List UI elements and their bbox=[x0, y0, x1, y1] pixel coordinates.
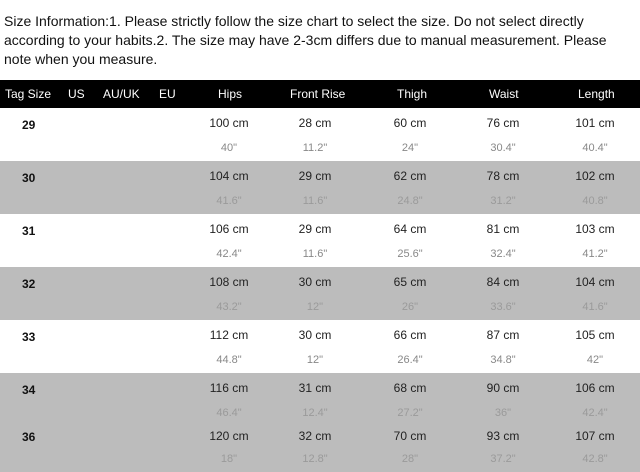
hips-cm-cell: 100 cm bbox=[209, 116, 249, 130]
hips-inch-cell: 18" bbox=[220, 453, 238, 465]
thigh-inch-cell: 26" bbox=[401, 301, 419, 313]
header-eu: EU bbox=[159, 87, 176, 101]
waist-cm-cell: 93 cm bbox=[486, 429, 520, 443]
front-rise-cm-cell: 29 cm bbox=[298, 222, 332, 236]
front-rise-inch-cell: 12" bbox=[306, 301, 324, 313]
front-rise-cm-cell: 29 cm bbox=[298, 169, 332, 183]
front-rise-inch-cell: 12.8" bbox=[302, 453, 328, 465]
length-inch-cell: 41.6" bbox=[582, 301, 608, 313]
hips-cm-cell: 120 cm bbox=[209, 429, 249, 443]
waist-inch-cell: 33.6" bbox=[490, 301, 516, 313]
hips-cm-cell: 108 cm bbox=[209, 275, 249, 289]
table-row bbox=[0, 426, 640, 472]
size-chart-table bbox=[0, 80, 640, 472]
header-front-rise: Front Rise bbox=[290, 87, 346, 101]
front-rise-inch-cell: 12.4" bbox=[302, 407, 328, 419]
front-rise-inch-cell: 11.2" bbox=[302, 142, 328, 154]
table-row bbox=[0, 214, 640, 267]
table-row bbox=[0, 161, 640, 214]
thigh-inch-cell: 26.4" bbox=[397, 354, 423, 366]
hips-inch-cell: 44.8" bbox=[216, 354, 242, 366]
table-header bbox=[0, 80, 640, 108]
header-au-uk: AU/UK bbox=[103, 87, 140, 101]
thigh-cm-cell: 62 cm bbox=[393, 169, 427, 183]
front-rise-cm-cell: 30 cm bbox=[298, 275, 332, 289]
hips-cm-cell: 104 cm bbox=[209, 169, 249, 183]
length-cm-cell: 105 cm bbox=[575, 328, 615, 342]
thigh-inch-cell: 27.2" bbox=[397, 407, 423, 419]
length-cm-cell: 107 cm bbox=[575, 429, 615, 443]
front-rise-inch-cell: 11.6" bbox=[302, 195, 328, 207]
waist-cm-cell: 84 cm bbox=[486, 275, 520, 289]
tag-size-cell: 36 bbox=[22, 430, 36, 444]
size-information-text: Size Information:1. Please strictly follow the size chart to select the size. Do not select directly according to your habits.2. The size may have 2-3cm differs due to manual measurement. Please note when you measure. bbox=[4, 13, 607, 67]
header-thigh: Thigh bbox=[397, 87, 428, 101]
thigh-cm-cell: 70 cm bbox=[393, 429, 427, 443]
thigh-cm-cell: 60 cm bbox=[393, 116, 427, 130]
table-row bbox=[0, 320, 640, 373]
hips-cm-cell: 112 cm bbox=[209, 328, 249, 342]
hips-inch-cell: 40" bbox=[220, 142, 238, 154]
front-rise-cm-cell: 30 cm bbox=[298, 328, 332, 342]
front-rise-cm-cell: 31 cm bbox=[298, 381, 332, 395]
length-inch-cell: 42.8" bbox=[582, 453, 608, 465]
front-rise-inch-cell: 12" bbox=[306, 354, 324, 366]
waist-cm-cell: 76 cm bbox=[486, 116, 520, 130]
front-rise-cm-cell: 28 cm bbox=[298, 116, 332, 130]
thigh-inch-cell: 25.6" bbox=[397, 248, 423, 260]
length-cm-cell: 101 cm bbox=[575, 116, 615, 130]
thigh-cm-cell: 65 cm bbox=[393, 275, 427, 289]
hips-cm-cell: 106 cm bbox=[209, 222, 249, 236]
length-cm-cell: 106 cm bbox=[575, 381, 615, 395]
hips-inch-cell: 42.4" bbox=[216, 248, 242, 260]
waist-inch-cell: 31.2" bbox=[490, 195, 516, 207]
front-rise-cm-cell: 32 cm bbox=[298, 429, 332, 443]
waist-cm-cell: 81 cm bbox=[486, 222, 520, 236]
length-inch-cell: 40.8" bbox=[582, 195, 608, 207]
thigh-cm-cell: 64 cm bbox=[393, 222, 427, 236]
thigh-cm-cell: 68 cm bbox=[393, 381, 427, 395]
length-cm-cell: 104 cm bbox=[575, 275, 615, 289]
hips-inch-cell: 41.6" bbox=[216, 195, 242, 207]
length-inch-cell: 42" bbox=[586, 354, 604, 366]
hips-inch-cell: 43.2" bbox=[216, 301, 242, 313]
tag-size-cell: 32 bbox=[22, 277, 36, 291]
thigh-inch-cell: 28" bbox=[401, 453, 419, 465]
header-waist: Waist bbox=[489, 87, 519, 101]
waist-cm-cell: 78 cm bbox=[486, 169, 520, 183]
waist-inch-cell: 30.4" bbox=[490, 142, 516, 154]
waist-cm-cell: 90 cm bbox=[486, 381, 520, 395]
header-hips: Hips bbox=[218, 87, 243, 101]
front-rise-inch-cell: 11.6" bbox=[302, 248, 328, 260]
tag-size-cell: 29 bbox=[22, 118, 36, 132]
hips-cm-cell: 116 cm bbox=[209, 381, 249, 395]
waist-inch-cell: 36" bbox=[494, 407, 512, 419]
waist-inch-cell: 34.8" bbox=[490, 354, 516, 366]
length-cm-cell: 103 cm bbox=[575, 222, 615, 236]
length-cm-cell: 102 cm bbox=[575, 169, 615, 183]
table-row bbox=[0, 267, 640, 320]
length-inch-cell: 40.4" bbox=[582, 142, 608, 154]
waist-inch-cell: 32.4" bbox=[490, 248, 516, 260]
tag-size-cell: 31 bbox=[22, 224, 36, 238]
length-inch-cell: 41.2" bbox=[582, 248, 608, 260]
tag-size-cell: 30 bbox=[22, 171, 36, 185]
header-tag-size: Tag Size bbox=[5, 87, 52, 101]
tag-size-cell: 33 bbox=[22, 330, 36, 344]
table-row bbox=[0, 108, 640, 161]
thigh-inch-cell: 24.8" bbox=[397, 195, 423, 207]
hips-inch-cell: 46.4" bbox=[216, 407, 242, 419]
thigh-cm-cell: 66 cm bbox=[393, 328, 427, 342]
header-length: Length bbox=[578, 87, 615, 101]
table-row bbox=[0, 373, 640, 426]
waist-cm-cell: 87 cm bbox=[486, 328, 520, 342]
tag-size-cell: 34 bbox=[22, 383, 36, 397]
thigh-inch-cell: 24" bbox=[401, 142, 419, 154]
waist-inch-cell: 37.2" bbox=[490, 453, 516, 465]
length-inch-cell: 42.4" bbox=[582, 407, 608, 419]
header-us: US bbox=[68, 87, 85, 101]
